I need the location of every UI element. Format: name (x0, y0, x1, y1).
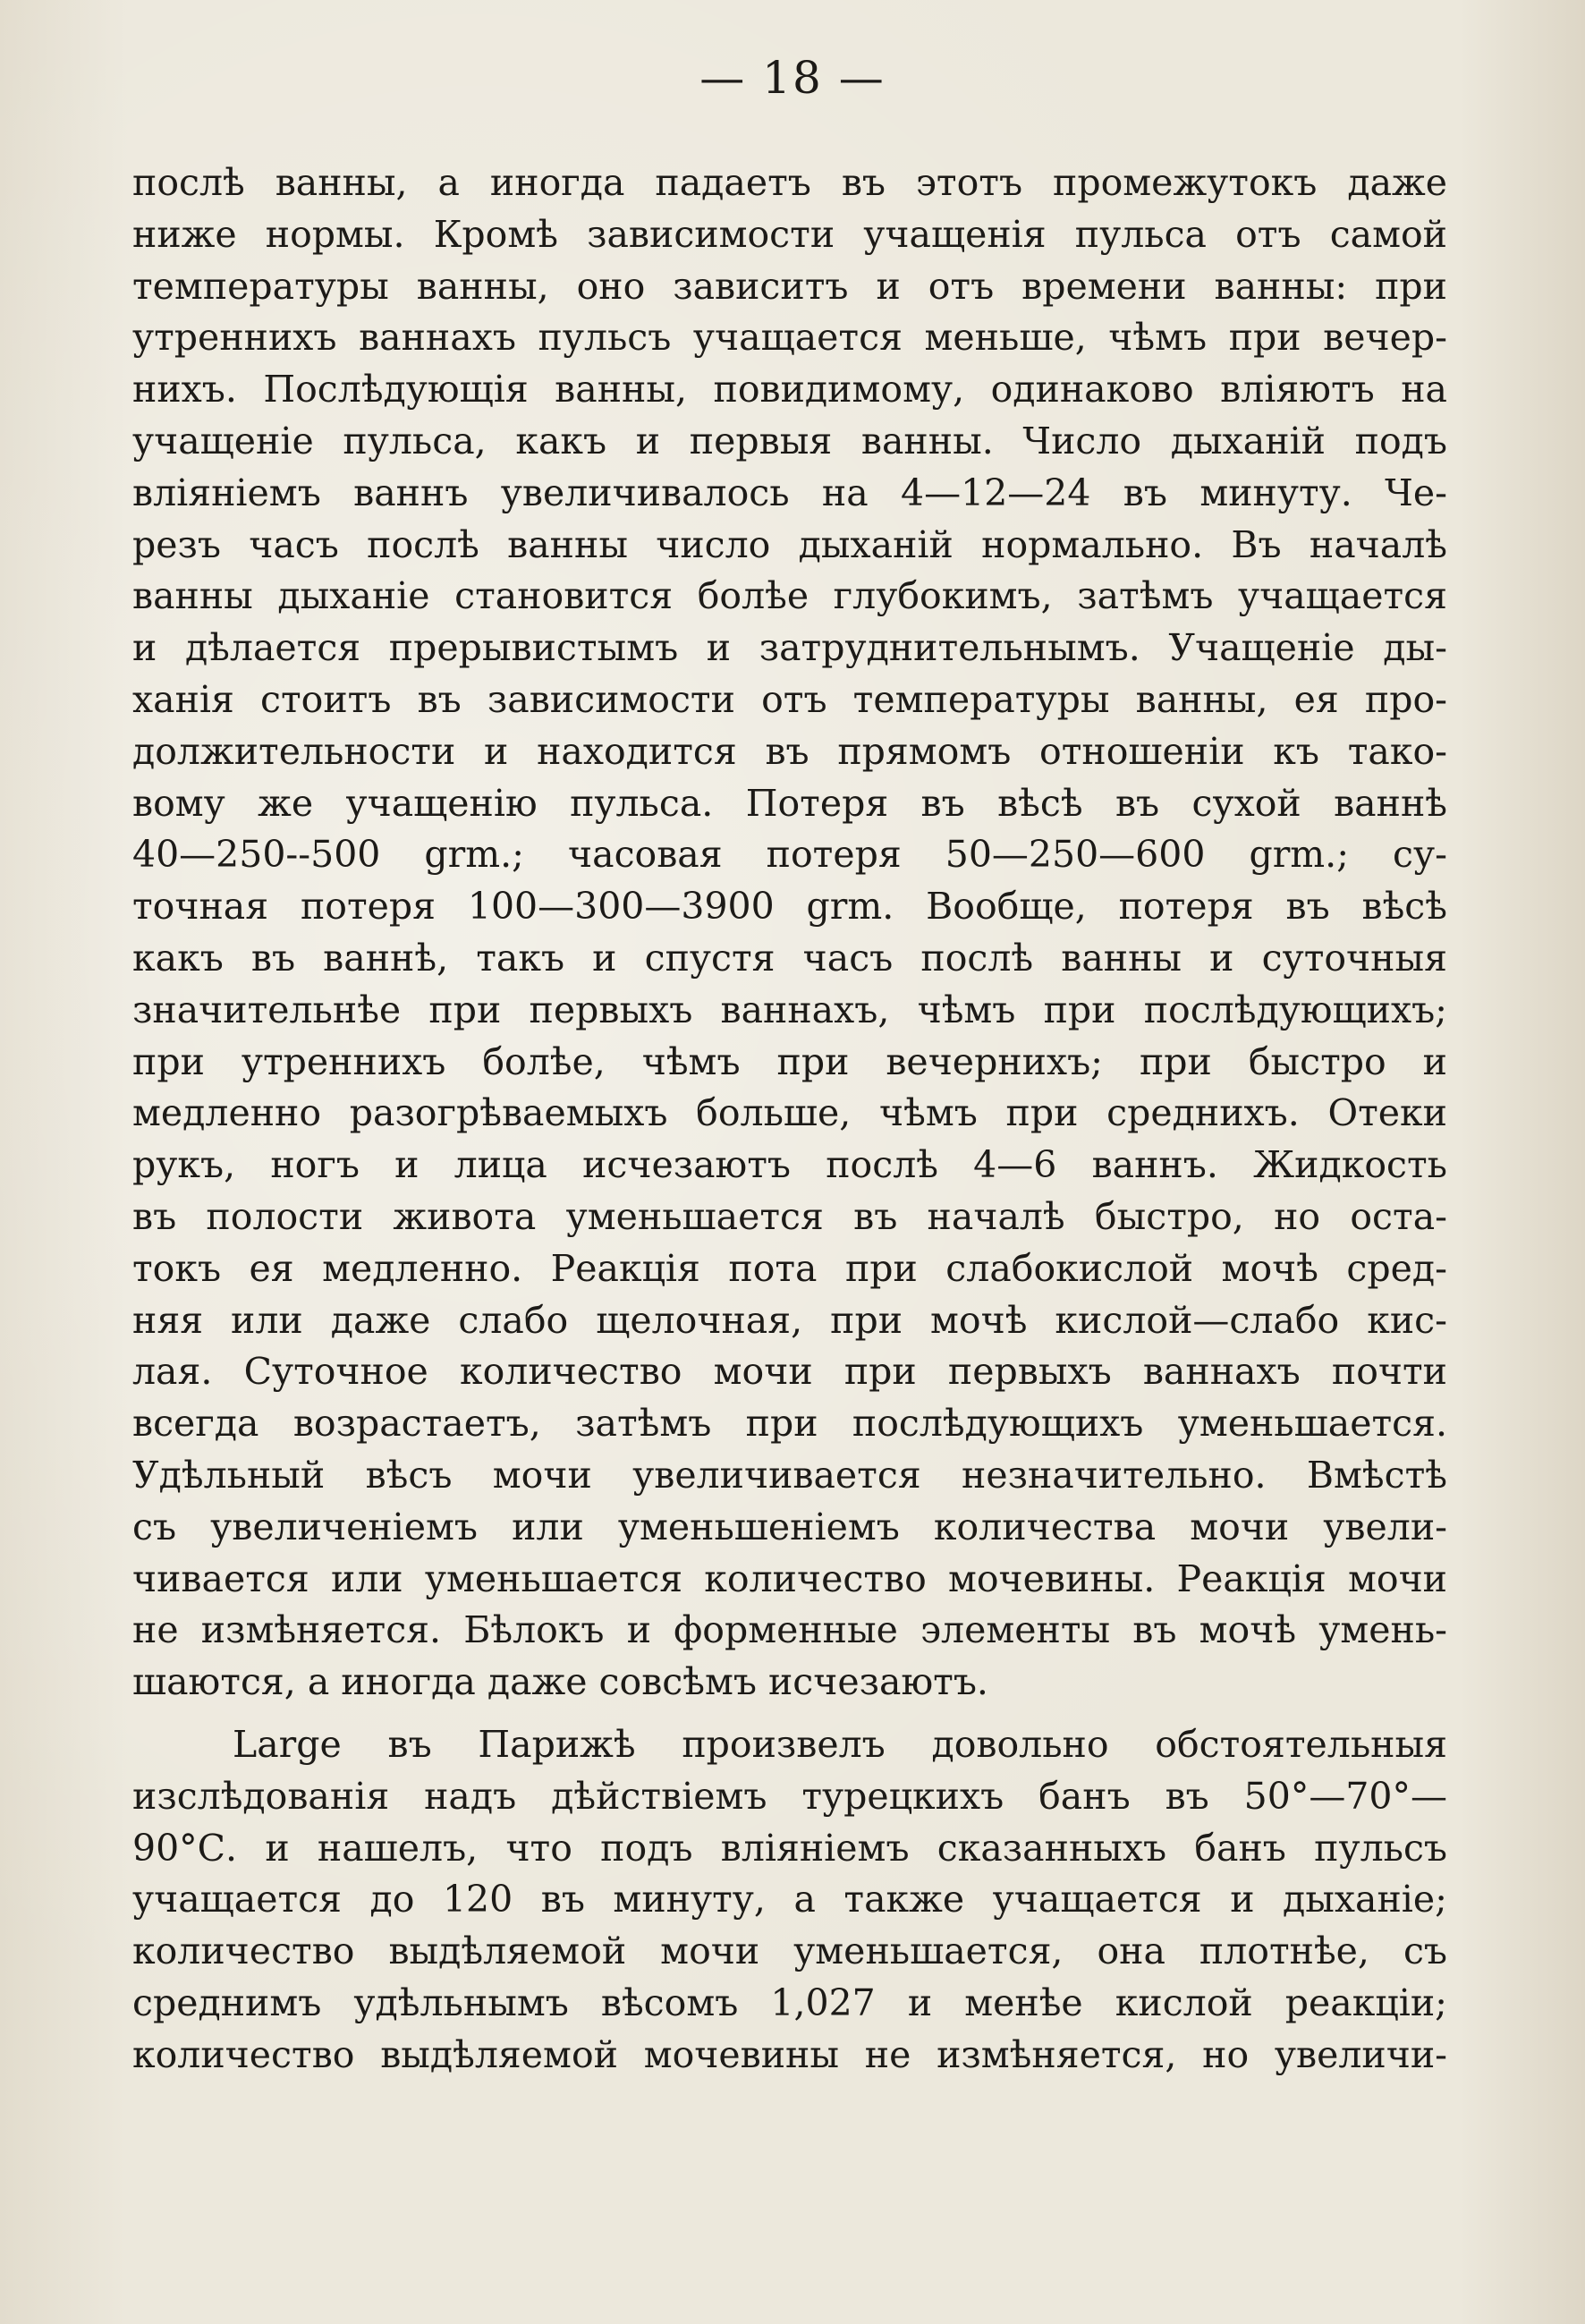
text-line: няя или даже слабо щелочная, при мочѣ кислой—слабо кис- (132, 1298, 1447, 1342)
text-line: количество выдѣляемой мочевины не измѣняется, но увеличи- (132, 2032, 1447, 2076)
text-line: послѣ ванны, а иногда падаетъ въ этотъ промежутокъ даже (132, 161, 1447, 204)
text-line: и дѣлается прерывистымъ и затруднительнымъ. Учащеніе ды- (132, 626, 1447, 670)
text-line: 40—250--500 grm.; часовая потеря 50—250—600 grm.; су- (132, 833, 1447, 877)
text-line: резъ часъ послѣ ванны число дыханій нормально. Въ началѣ (132, 522, 1447, 566)
text-line: какъ въ ваннѣ, такъ и спустя часъ послѣ ванны и суточныя (132, 936, 1447, 980)
paragraph (132, 1719, 1447, 2082)
text-line: вліяніемъ ваннъ увеличивалось на 4—12—24 въ минуту. Че- (132, 471, 1447, 514)
text-line: нихъ. Послѣдующія ванны, повидимому, одинаково вліяютъ на (132, 368, 1447, 411)
text-line: рукъ, ногъ и лица исчезаютъ послѣ 4—6 ваннъ. Жидкость (132, 1143, 1447, 1187)
text-line: лая. Суточное количество мочи при первыхъ ваннахъ почти (132, 1350, 1447, 1394)
text-line: всегда возрастаетъ, затѣмъ при послѣдующихъ уменьшается. (132, 1402, 1447, 1446)
text-line: Удѣльный вѣсъ мочи увеличивается незначительно. Вмѣстѣ (132, 1453, 1447, 1497)
text-line: учащается до 120 въ минуту, а также учащается и дыханіе; (132, 1878, 1447, 1921)
text-line: при утреннихъ болѣе, чѣмъ при вечернихъ; при быстро и (132, 1039, 1447, 1083)
text-line: среднимъ удѣльнымъ вѣсомъ 1,027 и менѣе кислой реакціи; (132, 1980, 1447, 2024)
text-line: количество выдѣляемой мочи уменьшается, она плотнѣе, съ (132, 1930, 1447, 1973)
text-line: Large въ Парижѣ произвелъ довольно обстоятельныя (233, 1722, 1447, 1766)
text-line: въ полости живота уменьшается въ началѣ быстро, но оста- (132, 1194, 1447, 1238)
text-line: вому же учащенію пульса. Потеря въ вѣсѣ въ сухой ваннѣ (132, 781, 1447, 825)
text-line: медленно разогрѣваемыхъ больше, чѣмъ при среднихъ. Отеки (132, 1091, 1447, 1135)
text-line: ванны дыханіе становится болѣе глубокимъ, затѣмъ учащается (132, 574, 1447, 618)
body-text (132, 157, 1447, 2081)
text-line: не измѣняется. Бѣлокъ и форменные элементы въ мочѣ умень- (132, 1608, 1447, 1652)
paragraph (132, 157, 1447, 1709)
text-line: учащеніе пульса, какъ и первыя ванны. Число дыханій подъ (132, 419, 1447, 462)
text-line: точная потеря 100—300—3900 grm. Вообще, потеря въ вѣсѣ (132, 885, 1447, 929)
text-line: съ увеличеніемъ или уменьшеніемъ количества мочи увели- (132, 1505, 1447, 1548)
text-line: шаются, а иногда даже совсѣмъ исчезаютъ. (132, 1660, 988, 1704)
text-line: утреннихъ ваннахъ пульсъ учащается меньше, чѣмъ при вечер- (132, 316, 1447, 360)
text-line: должительности и находится въ прямомъ отношеніи къ тако- (132, 729, 1447, 773)
text-line: температуры ванны, оно зависитъ и отъ времени ванны: при (132, 264, 1447, 308)
text-line: изслѣдованія надъ дѣйствіемъ турецкихъ банъ въ 50°—70°— (132, 1774, 1447, 1818)
text-line: 90°С. и нашелъ, что подъ вліяніемъ сказанныхъ банъ пульсъ (132, 1826, 1447, 1870)
text-line: значительнѣе при первыхъ ваннахъ, чѣмъ при послѣдующихъ; (132, 988, 1447, 1031)
page-number: — 18 — (699, 52, 886, 104)
text-line: токъ ея медленно. Реакція пота при слабокислой мочѣ сред- (132, 1246, 1447, 1290)
text-line: чивается или уменьшается количество мочевины. Реакція мочи (132, 1556, 1447, 1600)
text-line: ханія стоитъ въ зависимости отъ температуры ванны, ея про- (132, 677, 1447, 721)
text-line: ниже нормы. Кромѣ зависимости учащенія пульса отъ самой (132, 212, 1447, 256)
